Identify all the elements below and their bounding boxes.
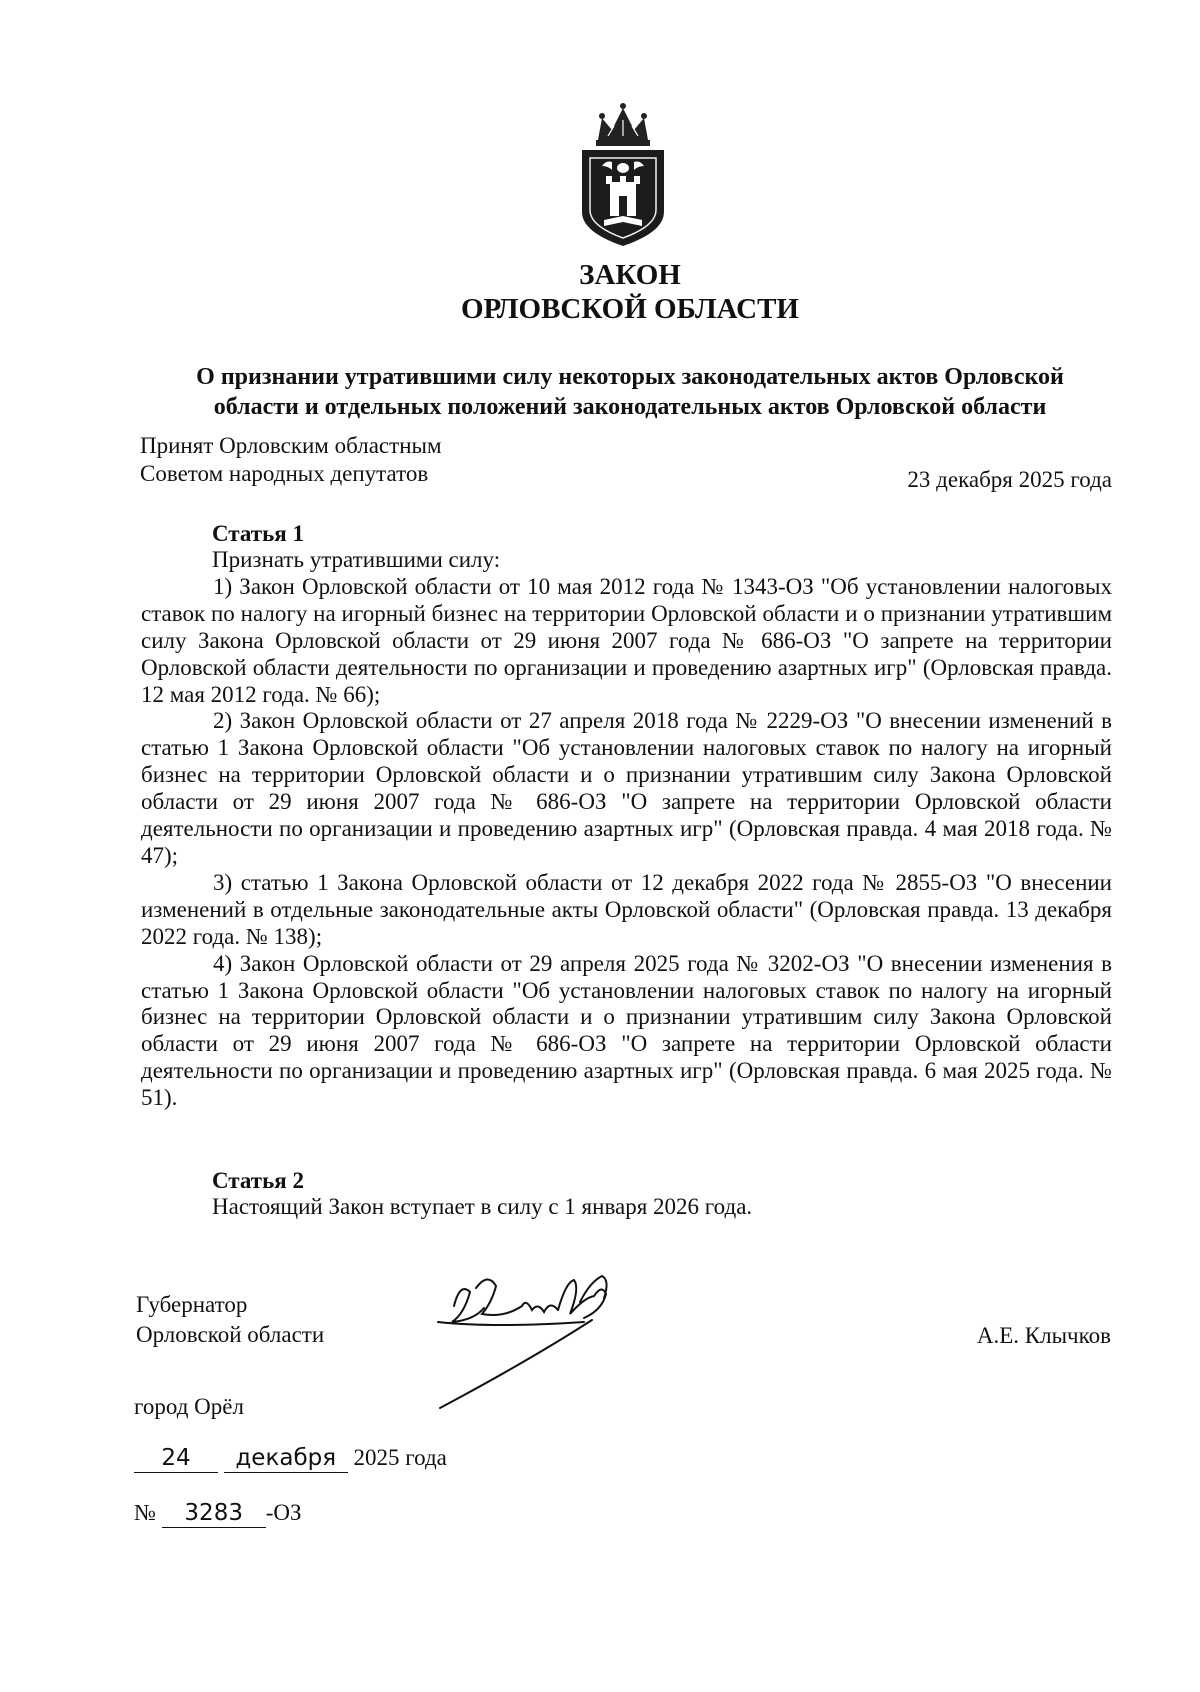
- law-subject-line-1: О признании утратившими силу некоторых законодательных актов Орловской: [196, 364, 1064, 390]
- law-number: [134, 1499, 302, 1528]
- law-title: ЗАКОН: [579, 259, 681, 291]
- signatory-name: А.Е. Клычков: [976, 1323, 1111, 1348]
- signing-month: декабря: [224, 1444, 348, 1473]
- law-subject-line-2: области и отдельных положений законодательных актов Орловской области: [213, 394, 1047, 420]
- signatory-position: [136, 1290, 324, 1350]
- adoption-body: [140, 432, 442, 488]
- signing-city: город Орёл: [134, 1394, 244, 1419]
- adoption-line-2: Советом народных депутатов: [140, 461, 429, 486]
- article-1-item: 1) Закон Орловской области от 10 мая 2012 года № 1343-ОЗ "Об установлении налоговых ставок по налогу на игорный бизнес на территории Орловской области и о признании утратившим силу Закона Орловской области от 29 июня 2007 года № 686-ОЗ "О запрете на территории Орловской области деятельности по организации и проведению азартных игр" (Орловская правда. 12 мая 2012 года. № 66);: [141, 573, 1112, 707]
- coat-of-arms-emblem: [568, 100, 678, 250]
- article-1-item: 2) Закон Орловской области от 27 апреля 2018 года № 2229-ОЗ "О внесении изменений в статью 1 Закона Орловской области "Об установлении налоговых ставок по налогу на игорный бизнес на территории Орловской области и о признании утратившим силу Закона Орловской области от 29 июня 2007 года № 686-ОЗ "О запрете на территории Орловской области деятельности по организации и проведению азартных игр" (Орловская правда. 4 мая 2018 года. № 47);: [141, 708, 1112, 868]
- handwritten-signature: [434, 1262, 644, 1412]
- adoption-line-1: Принят Орловским областным: [140, 433, 442, 458]
- signatory-position-line-1: Губернатор: [136, 1292, 248, 1317]
- article-2-heading: Статья 2: [212, 1168, 304, 1193]
- article-2-text: Настоящий Закон вступает в силу с 1 января 2026 года.: [212, 1194, 753, 1219]
- law-number-value: 3283: [162, 1499, 266, 1528]
- law-number-suffix: -ОЗ: [265, 1500, 302, 1525]
- signing-day: 24: [134, 1444, 218, 1473]
- article-1: [141, 520, 1112, 1112]
- article-1-item: 3) статью 1 Закона Орловской области от 12 декабря 2022 года № 2855-ОЗ "О внесении изменений в отдельные законодательные акты Орловской области" (Орловская правда. 13 декабря 2022 года. № 138);: [141, 869, 1112, 949]
- article-1-heading: Статья 1: [212, 521, 304, 546]
- signatory-position-line-2: Орловской области: [136, 1322, 325, 1347]
- number-sign: №: [134, 1500, 156, 1525]
- article-2: [141, 1167, 1112, 1221]
- signing-year: 2025 года: [353, 1445, 447, 1470]
- article-1-intro: Признать утратившими силу:: [212, 547, 501, 572]
- article-1-item: 4) Закон Орловской области от 29 апреля 2025 года № 3202-ОЗ "О внесении изменения в статью 1 Закона Орловской области "Об установлении налоговых ставок по налогу на игорный бизнес на территории Орловской области и о признании утратившим силу Закона Орловской области от 29 июня 2007 года № 686-ОЗ "О запрете на территории Орловской области деятельности по организации и проведению азартных игр" (Орловская правда. 6 мая 2025 года. № 51).: [141, 950, 1112, 1111]
- adoption-date: 23 декабря 2025 года: [907, 467, 1112, 492]
- law-region-title: ОРЛОВСКОЙ ОБЛАСТИ: [460, 293, 799, 325]
- law-subject: [170, 362, 1090, 422]
- signing-date: [134, 1444, 447, 1473]
